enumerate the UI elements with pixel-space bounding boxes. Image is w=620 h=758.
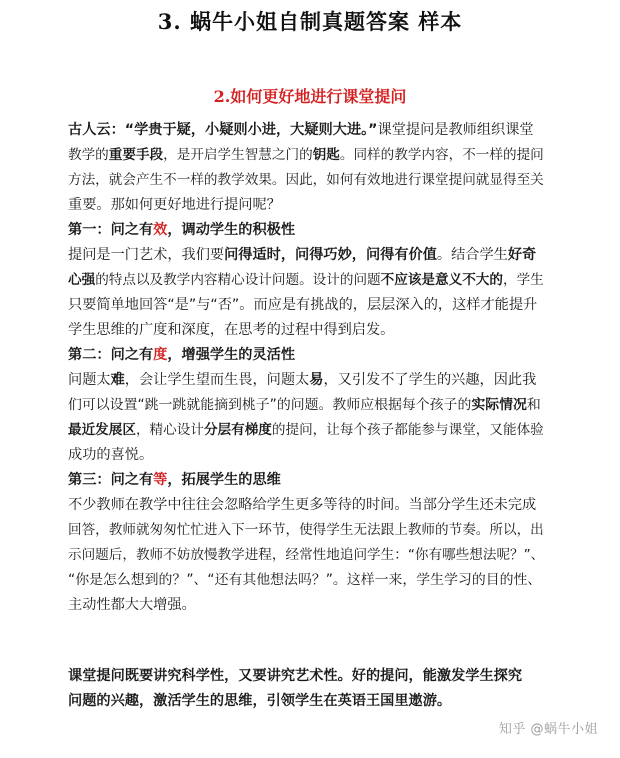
- point-1-heading: 第一：问之有效，调动学生的积极性: [68, 222, 296, 238]
- zhihu-watermark: 知乎 @蜗牛小姐: [498, 722, 598, 737]
- point-2-line-2: 们可以设置“跳一跳就能摘到桃子”的问题。教师应根据每个孩子的实际情况和: [68, 397, 541, 413]
- point-2-line-1: 问题太难，会让学生望而生畏，问题太易，又引发不了学生的兴趣，因此我: [68, 372, 537, 388]
- point-2-heading: 第二：问之有度，增强学生的灵活性: [68, 347, 296, 363]
- document-title: 3. 蜗牛小姐自制真题答案 样本: [157, 9, 463, 34]
- point-3-line-3: 示问题后，教师不妨放慢教学进程，经常性地追问学生：“你有哪些想法呢？”、: [68, 547, 545, 563]
- point-1-line-1: 提问是一门艺术，我们要问得适时，问得巧妙，问得有价值。结合学生好奇: [68, 247, 537, 263]
- point-3-heading: 第三：问之有等，拓展学生的思维: [68, 472, 281, 488]
- paragraph-gap: [68, 618, 550, 664]
- intro-line-4: 重要。那如何更好地进行提问呢？: [68, 197, 281, 213]
- intro-line-3: 方法，就会产生不一样的教学效果。因此，如何有效地进行课堂提问就显得至关: [68, 172, 544, 188]
- point-3-line-5: 主动性都大大增强。: [68, 597, 196, 613]
- point-3-line-2: 回答，教师就匆匆忙忙进入下一环节，使得学生无法跟上教师的节奏。所以，出: [68, 522, 544, 538]
- point-3-line-4: “你是怎么想到的？”、“还有其他想法吗？”。这样一来，学生学习的目的性、: [68, 572, 542, 588]
- point-1-line-2: 心强的特点以及教学内容精心设计问题。设计的问题不应该是意义不大的，学生: [68, 272, 544, 288]
- document-body: [68, 118, 550, 714]
- intro-line-2: 教学的重要手段，是开启学生智慧之门的钥匙。同样的教学内容，不一样的提问: [68, 147, 544, 163]
- summary-line-1: 课堂提问既要讲究科学性，又要讲究艺术性。好的提问，能激发学生探究: [68, 668, 523, 684]
- point-3-line-1: 不少教师在教学中往往会忽略给学生更多等待的时间。当部分学生还未完成: [68, 497, 537, 513]
- point-2-line-3: 最近发展区，精心设计分层有梯度的提问，让每个孩子都能参与课堂，又能体验: [68, 422, 544, 438]
- intro-line-1: 古人云：“学贵于疑，小疑则小进，大疑则大进。”课堂提问是教师组织课堂: [68, 122, 534, 138]
- section-title-text: 2.如何更好地进行课堂提问: [213, 87, 407, 106]
- point-2-line-4: 成功的喜悦。: [68, 447, 154, 463]
- section-title: [0, 84, 620, 107]
- point-1-line-4: 学生思维的广度和深度，在思考的过程中得到启发。: [68, 322, 395, 338]
- point-1-line-3: 只要简单地回答“是”与“否”。而应是有挑战的，层层深入的，这样才能提升: [68, 297, 538, 313]
- summary-line-2: 问题的兴趣，激活学生的思维，引领学生在英语王国里遨游。: [68, 693, 452, 709]
